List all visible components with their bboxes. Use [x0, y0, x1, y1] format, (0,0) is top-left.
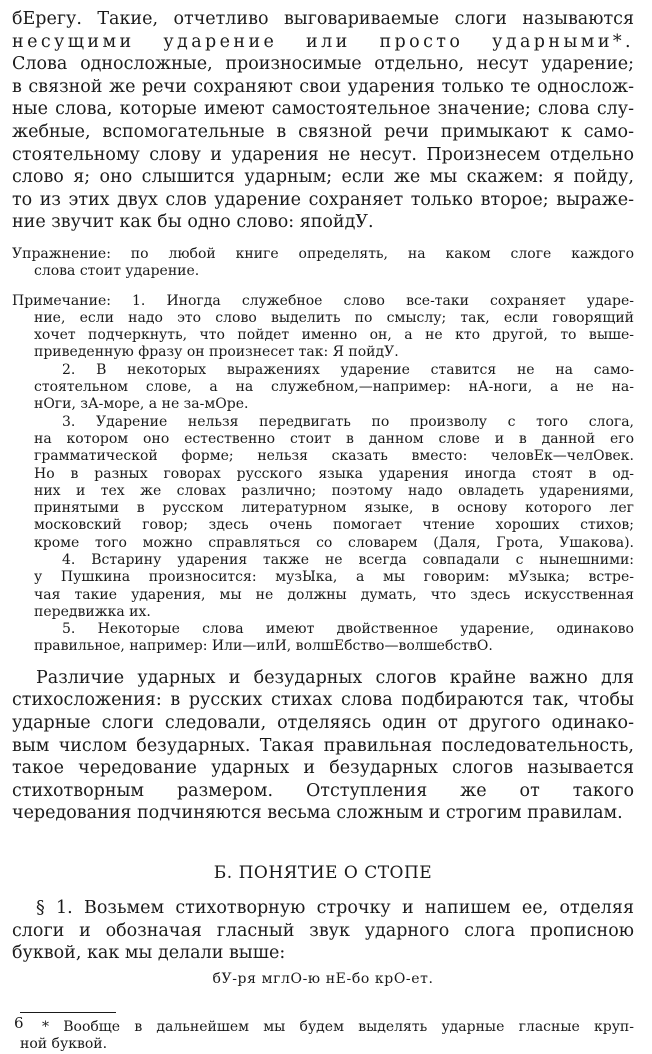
text-line: стихотворным размером. Отступления же от такого	[12, 780, 634, 801]
page-number: 6	[14, 1014, 24, 1032]
text-line: чередования подчиняются весьма сложным и строгим правилам.	[12, 803, 623, 824]
paragraph-two	[12, 667, 634, 825]
text-line: жебные, вспомогательные в связной речи примыкают к само-	[12, 121, 634, 142]
section-heading: Б. ПОНЯТИЕ О СТОПЕ	[213, 862, 433, 883]
text-line: ние звучит как бы одно слово: япойдУ.	[12, 212, 374, 233]
text-line: стоятельному слову и ударения не несут. Произнесем отдельно	[12, 144, 634, 165]
text-line: хочет подчеркнуть, что пойдет именно он, а не кто другой, то выше-	[34, 327, 634, 344]
text-line: бЕрегу. Такие, отчетливо выговариваемые слоги называются	[12, 9, 634, 29]
text-line: кроме того можно справляться со словарем (Даля, Грота, Ушакова).	[34, 534, 634, 551]
text-line: Слова односложные, произносимые отдельно, несут ударение;	[12, 54, 634, 75]
footnote	[12, 1019, 634, 1054]
section-one	[12, 897, 634, 965]
text-line: слова стоит ударение.	[34, 263, 200, 280]
text-line: принятыми в русском литературном языке, в основу которого лег	[34, 500, 634, 517]
text-line: слоги и обозначая гласный звук ударного слога прописною	[12, 920, 634, 941]
text-line: правильное, например: Или—илИ, волшЕбство—волшебствО.	[34, 638, 493, 655]
text-line: ной буквой.	[20, 1036, 108, 1053]
text-line: * Вообще в дальнейшем мы будем выделять ударные гласные круп-	[42, 1019, 634, 1035]
text-line: ударные слоги следовали, отделяясь один от другого одинако-	[12, 712, 634, 733]
text-line: вым числом безударных. Такая правильная последовательность,	[12, 735, 634, 756]
text-line: несущими ударение или просто ударными*.	[12, 31, 634, 52]
text-line: стоятельном слове, а на служебном,—например: нА-ноги, а не на-	[34, 379, 634, 396]
text-line: приведенную фразу он произнесет так: Я пойдУ.	[34, 344, 399, 361]
text-line: московский говор; здесь очень помогает чтение хороших стихов;	[34, 517, 634, 534]
text-line: Примечание: 1. Иногда служебное слово все-таки сохраняет ударе-	[12, 292, 634, 309]
note-block	[12, 293, 634, 656]
text-line: 4. Встарину ударения также не всегда совпадали с нынешними:	[62, 551, 634, 568]
text-line: чая такие ударения, мы не должны думать, что здесь искусственная	[34, 586, 634, 603]
text-line: в связной же речи сохраняют свои ударения только те однослож-	[12, 76, 634, 97]
text-line: передвижка их.	[34, 603, 151, 620]
text-line: буквой, как мы делали выше:	[12, 943, 286, 964]
text-line: ние, если надо это слово выделить по смыслу; так, если говорящий	[34, 309, 634, 326]
text-line: слово я; оно слышится ударным; если же мы скажем: я пойду,	[12, 167, 634, 188]
text-line: Упражнение: по любой книге определять, на каком слоге каждого	[12, 245, 634, 262]
text-line: 5. Некоторые слова имеют двойственное ударение, одинаково	[62, 621, 634, 638]
text-line: грамматической форме; нельзя сказать вместо: человЕк—челОвек.	[34, 448, 634, 465]
text-line: стихосложения: в русских стихах слова подбираются так, чтобы	[12, 690, 634, 711]
syllable-example: бУ-ря мглО-ю нЕ-бо крО-ет.	[212, 970, 434, 987]
exercise-block	[12, 246, 634, 281]
text-line: то из этих двух слов ударение сохраняет только второе; выраже-	[12, 189, 634, 210]
text-line: Различие ударных и безударных слогов крайне важно для	[36, 667, 634, 688]
main-paragraph	[12, 8, 634, 234]
text-line: 3. Ударение нельзя передвигать по произволу с того слога,	[62, 413, 634, 430]
text-line: 2. В некоторых выражениях ударение ставится не на само-	[62, 361, 634, 378]
text-line: Но в разных говорах русского языка ударения иногда стоят в од-	[34, 465, 634, 482]
text-line: такое чередование ударных и безударных слогов называется	[12, 758, 634, 779]
text-line: них и тех же словах различно; поэтому надо овладеть ударениями,	[34, 482, 634, 499]
text-line: нОги, зА-море, а не за-мОре.	[34, 396, 249, 413]
text-line: § 1. Возьмем стихотворную строчку и напишем ее, отделяя	[36, 897, 634, 918]
text-line: у Пушкина произносится: музЫка, а мы говорим: мУзыка; встре-	[34, 569, 634, 586]
text-line: ные слова, которые имеют самостоятельное значение; слова слу-	[12, 99, 634, 120]
footnote-divider	[20, 1012, 116, 1013]
text-line: на котором оно естественно стоит в данном слове и в данной его	[34, 430, 634, 447]
